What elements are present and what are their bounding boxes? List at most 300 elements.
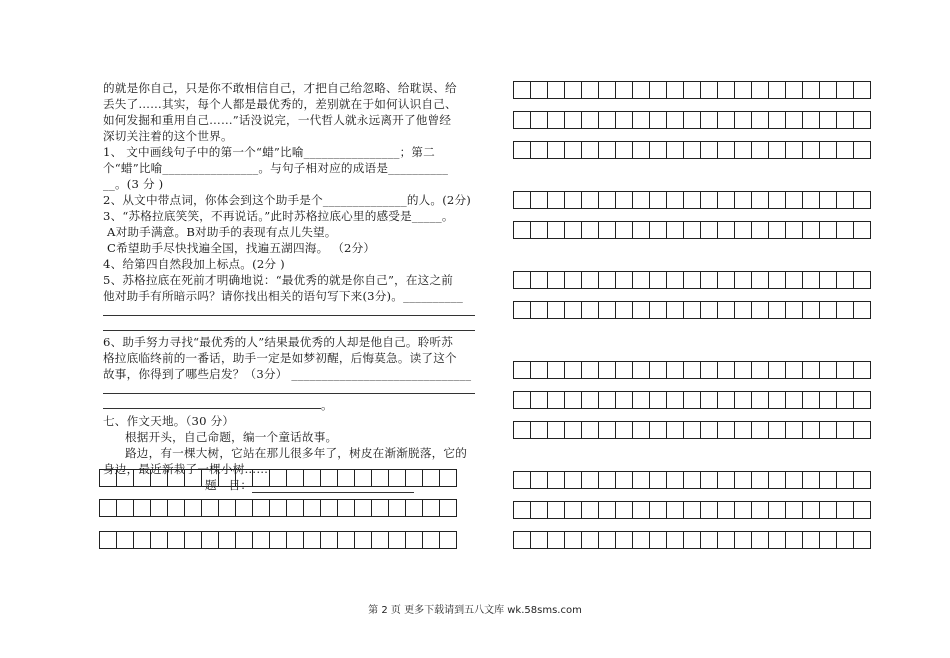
writing-cell[interactable] <box>599 392 616 409</box>
writing-cell[interactable] <box>803 472 820 489</box>
writing-cell[interactable] <box>548 362 565 379</box>
writing-cell[interactable] <box>803 422 820 439</box>
writing-cell[interactable] <box>616 422 633 439</box>
writing-cell[interactable] <box>837 82 854 99</box>
writing-cell[interactable] <box>684 422 701 439</box>
writing-cell[interactable] <box>786 472 803 489</box>
writing-cell[interactable] <box>803 222 820 239</box>
writing-cell[interactable] <box>837 532 854 549</box>
writing-cell[interactable] <box>599 112 616 129</box>
writing-cell[interactable] <box>616 502 633 519</box>
writing-cell[interactable] <box>616 82 633 99</box>
writing-cell[interactable] <box>786 502 803 519</box>
writing-cell[interactable] <box>117 500 134 517</box>
writing-cell[interactable] <box>599 192 616 209</box>
writing-cell[interactable] <box>616 392 633 409</box>
writing-cell[interactable] <box>735 302 752 319</box>
writing-cell[interactable] <box>338 500 355 517</box>
writing-cell[interactable] <box>786 192 803 209</box>
writing-cell[interactable] <box>599 532 616 549</box>
writing-cell[interactable] <box>582 222 599 239</box>
writing-cell[interactable] <box>820 222 837 239</box>
writing-cell[interactable] <box>786 112 803 129</box>
writing-cell[interactable] <box>752 392 769 409</box>
writing-cell[interactable] <box>321 500 338 517</box>
writing-cell[interactable] <box>185 470 202 487</box>
writing-cell[interactable] <box>633 502 650 519</box>
writing-cell[interactable] <box>633 422 650 439</box>
writing-cell[interactable] <box>854 142 871 159</box>
answer-line[interactable] <box>103 304 475 316</box>
writing-cell[interactable] <box>168 470 185 487</box>
writing-cell[interactable] <box>440 470 457 487</box>
writing-cell[interactable] <box>514 392 531 409</box>
writing-cell[interactable] <box>735 112 752 129</box>
writing-cell[interactable] <box>735 392 752 409</box>
writing-cell[interactable] <box>514 112 531 129</box>
writing-cell[interactable] <box>769 422 786 439</box>
writing-cell[interactable] <box>548 112 565 129</box>
writing-cell[interactable] <box>820 112 837 129</box>
writing-cell[interactable] <box>548 422 565 439</box>
writing-cell[interactable] <box>514 362 531 379</box>
writing-cell[interactable] <box>786 392 803 409</box>
writing-cell[interactable] <box>616 142 633 159</box>
writing-cell[interactable] <box>565 502 582 519</box>
writing-cell[interactable] <box>718 362 735 379</box>
writing-cell[interactable] <box>287 470 304 487</box>
writing-cell[interactable] <box>803 142 820 159</box>
writing-cell[interactable] <box>803 272 820 289</box>
writing-cell[interactable] <box>202 470 219 487</box>
writing-cell[interactable] <box>769 472 786 489</box>
writing-cell[interactable] <box>548 532 565 549</box>
writing-cell[interactable] <box>134 500 151 517</box>
writing-cell[interactable] <box>514 422 531 439</box>
writing-cell[interactable] <box>633 532 650 549</box>
writing-cell[interactable] <box>151 532 168 549</box>
writing-cell[interactable] <box>514 502 531 519</box>
writing-cell[interactable] <box>582 362 599 379</box>
writing-cell[interactable] <box>219 532 236 549</box>
writing-cell[interactable] <box>582 502 599 519</box>
writing-cell[interactable] <box>667 192 684 209</box>
writing-cell[interactable] <box>514 82 531 99</box>
writing-cell[interactable] <box>854 222 871 239</box>
writing-cell[interactable] <box>531 192 548 209</box>
writing-cell[interactable] <box>582 112 599 129</box>
writing-cell[interactable] <box>837 272 854 289</box>
writing-cell[interactable] <box>735 362 752 379</box>
writing-cell[interactable] <box>667 422 684 439</box>
writing-cell[interactable] <box>701 472 718 489</box>
writing-cell[interactable] <box>650 82 667 99</box>
writing-cell[interactable] <box>718 142 735 159</box>
writing-cell[interactable] <box>599 302 616 319</box>
writing-cell[interactable] <box>650 502 667 519</box>
writing-cell[interactable] <box>854 502 871 519</box>
writing-cell[interactable] <box>338 532 355 549</box>
writing-cell[interactable] <box>735 192 752 209</box>
writing-cell[interactable] <box>338 470 355 487</box>
writing-cell[interactable] <box>769 502 786 519</box>
writing-cell[interactable] <box>752 192 769 209</box>
answer-line[interactable] <box>103 397 321 409</box>
writing-cell[interactable] <box>650 362 667 379</box>
writing-cell[interactable] <box>667 362 684 379</box>
writing-cell[interactable] <box>701 362 718 379</box>
writing-cell[interactable] <box>616 532 633 549</box>
writing-cell[interactable] <box>633 362 650 379</box>
writing-cell[interactable] <box>837 362 854 379</box>
writing-cell[interactable] <box>650 112 667 129</box>
writing-cell[interactable] <box>735 82 752 99</box>
writing-cell[interactable] <box>565 272 582 289</box>
writing-cell[interactable] <box>582 532 599 549</box>
writing-cell[interactable] <box>599 362 616 379</box>
writing-cell[interactable] <box>514 222 531 239</box>
writing-cell[interactable] <box>650 302 667 319</box>
writing-cell[interactable] <box>582 472 599 489</box>
writing-cell[interactable] <box>304 470 321 487</box>
writing-cell[interactable] <box>372 470 389 487</box>
writing-cell[interactable] <box>769 302 786 319</box>
writing-cell[interactable] <box>684 222 701 239</box>
writing-cell[interactable] <box>820 422 837 439</box>
writing-cell[interactable] <box>701 82 718 99</box>
writing-cell[interactable] <box>134 470 151 487</box>
writing-cell[interactable] <box>701 272 718 289</box>
writing-cell[interactable] <box>599 472 616 489</box>
writing-cell[interactable] <box>854 392 871 409</box>
writing-cell[interactable] <box>423 470 440 487</box>
writing-cell[interactable] <box>854 272 871 289</box>
writing-cell[interactable] <box>786 272 803 289</box>
writing-cell[interactable] <box>616 472 633 489</box>
writing-cell[interactable] <box>582 192 599 209</box>
writing-cell[interactable] <box>820 362 837 379</box>
writing-cell[interactable] <box>548 502 565 519</box>
writing-cell[interactable] <box>718 112 735 129</box>
writing-cell[interactable] <box>531 502 548 519</box>
writing-cell[interactable] <box>769 192 786 209</box>
writing-cell[interactable] <box>684 192 701 209</box>
writing-cell[interactable] <box>355 470 372 487</box>
writing-cell[interactable] <box>854 82 871 99</box>
writing-cell[interactable] <box>650 392 667 409</box>
writing-cell[interactable] <box>219 470 236 487</box>
writing-cell[interactable] <box>667 272 684 289</box>
writing-cell[interactable] <box>769 82 786 99</box>
writing-cell[interactable] <box>650 192 667 209</box>
writing-cell[interactable] <box>684 112 701 129</box>
writing-cell[interactable] <box>769 532 786 549</box>
writing-cell[interactable] <box>151 470 168 487</box>
writing-cell[interactable] <box>735 222 752 239</box>
writing-cell[interactable] <box>837 502 854 519</box>
writing-cell[interactable] <box>667 302 684 319</box>
writing-cell[interactable] <box>565 192 582 209</box>
writing-cell[interactable] <box>219 500 236 517</box>
writing-cell[interactable] <box>531 532 548 549</box>
writing-cell[interactable] <box>752 422 769 439</box>
writing-cell[interactable] <box>650 532 667 549</box>
writing-cell[interactable] <box>769 272 786 289</box>
writing-cell[interactable] <box>854 112 871 129</box>
writing-cell[interactable] <box>752 272 769 289</box>
writing-cell[interactable] <box>803 502 820 519</box>
writing-cell[interactable] <box>667 472 684 489</box>
writing-cell[interactable] <box>531 302 548 319</box>
writing-cell[interactable] <box>253 470 270 487</box>
writing-cell[interactable] <box>735 472 752 489</box>
writing-cell[interactable] <box>565 472 582 489</box>
writing-cell[interactable] <box>531 222 548 239</box>
writing-cell[interactable] <box>684 502 701 519</box>
writing-cell[interactable] <box>752 302 769 319</box>
writing-cell[interactable] <box>633 112 650 129</box>
writing-cell[interactable] <box>837 422 854 439</box>
writing-cell[interactable] <box>633 192 650 209</box>
writing-cell[interactable] <box>667 502 684 519</box>
writing-cell[interactable] <box>270 470 287 487</box>
writing-cell[interactable] <box>752 222 769 239</box>
writing-cell[interactable] <box>803 192 820 209</box>
writing-cell[interactable] <box>701 302 718 319</box>
writing-cell[interactable] <box>837 192 854 209</box>
writing-cell[interactable] <box>372 500 389 517</box>
writing-cell[interactable] <box>667 392 684 409</box>
writing-cell[interactable] <box>820 192 837 209</box>
writing-cell[interactable] <box>565 222 582 239</box>
writing-cell[interactable] <box>236 532 253 549</box>
writing-cell[interactable] <box>701 112 718 129</box>
writing-cell[interactable] <box>837 222 854 239</box>
writing-cell[interactable] <box>117 532 134 549</box>
writing-cell[interactable] <box>565 302 582 319</box>
writing-cell[interactable] <box>355 532 372 549</box>
writing-cell[interactable] <box>820 142 837 159</box>
writing-cell[interactable] <box>582 82 599 99</box>
writing-cell[interactable] <box>582 302 599 319</box>
writing-cell[interactable] <box>718 272 735 289</box>
writing-cell[interactable] <box>667 532 684 549</box>
writing-cell[interactable] <box>599 422 616 439</box>
writing-cell[interactable] <box>633 222 650 239</box>
writing-cell[interactable] <box>531 392 548 409</box>
writing-cell[interactable] <box>514 302 531 319</box>
writing-cell[interactable] <box>633 392 650 409</box>
writing-cell[interactable] <box>854 422 871 439</box>
writing-cell[interactable] <box>769 392 786 409</box>
answer-line[interactable] <box>103 319 475 331</box>
writing-cell[interactable] <box>718 192 735 209</box>
writing-cell[interactable] <box>718 222 735 239</box>
writing-cell[interactable] <box>616 192 633 209</box>
writing-cell[interactable] <box>854 472 871 489</box>
writing-cell[interactable] <box>684 532 701 549</box>
writing-cell[interactable] <box>531 142 548 159</box>
writing-cell[interactable] <box>650 422 667 439</box>
writing-cell[interactable] <box>752 472 769 489</box>
writing-cell[interactable] <box>185 532 202 549</box>
writing-cell[interactable] <box>616 362 633 379</box>
writing-cell[interactable] <box>701 502 718 519</box>
writing-cell[interactable] <box>304 500 321 517</box>
writing-cell[interactable] <box>321 470 338 487</box>
writing-cell[interactable] <box>372 532 389 549</box>
writing-cell[interactable] <box>548 392 565 409</box>
writing-cell[interactable] <box>565 142 582 159</box>
writing-cell[interactable] <box>270 532 287 549</box>
writing-cell[interactable] <box>599 272 616 289</box>
writing-cell[interactable] <box>684 142 701 159</box>
writing-cell[interactable] <box>769 222 786 239</box>
writing-cell[interactable] <box>100 470 117 487</box>
writing-cell[interactable] <box>854 532 871 549</box>
writing-cell[interactable] <box>718 422 735 439</box>
writing-cell[interactable] <box>820 82 837 99</box>
writing-cell[interactable] <box>202 532 219 549</box>
writing-cell[interactable] <box>406 532 423 549</box>
writing-cell[interactable] <box>565 112 582 129</box>
writing-cell[interactable] <box>803 112 820 129</box>
writing-cell[interactable] <box>599 502 616 519</box>
writing-cell[interactable] <box>735 502 752 519</box>
writing-cell[interactable] <box>253 500 270 517</box>
writing-cell[interactable] <box>548 82 565 99</box>
writing-cell[interactable] <box>752 82 769 99</box>
writing-cell[interactable] <box>389 470 406 487</box>
writing-cell[interactable] <box>786 142 803 159</box>
writing-cell[interactable] <box>820 532 837 549</box>
writing-cell[interactable] <box>752 362 769 379</box>
writing-cell[interactable] <box>718 392 735 409</box>
writing-cell[interactable] <box>701 532 718 549</box>
writing-cell[interactable] <box>820 302 837 319</box>
writing-cell[interactable] <box>616 302 633 319</box>
writing-cell[interactable] <box>582 392 599 409</box>
writing-cell[interactable] <box>650 472 667 489</box>
writing-cell[interactable] <box>786 302 803 319</box>
writing-cell[interactable] <box>100 500 117 517</box>
writing-cell[interactable] <box>820 502 837 519</box>
writing-cell[interactable] <box>837 472 854 489</box>
writing-cell[interactable] <box>531 422 548 439</box>
writing-cell[interactable] <box>514 272 531 289</box>
writing-cell[interactable] <box>633 302 650 319</box>
writing-cell[interactable] <box>803 302 820 319</box>
writing-cell[interactable] <box>854 302 871 319</box>
writing-cell[interactable] <box>837 302 854 319</box>
writing-cell[interactable] <box>752 112 769 129</box>
writing-cell[interactable] <box>168 500 185 517</box>
writing-cell[interactable] <box>548 222 565 239</box>
writing-cell[interactable] <box>718 82 735 99</box>
writing-cell[interactable] <box>565 82 582 99</box>
writing-cell[interactable] <box>287 500 304 517</box>
writing-cell[interactable] <box>667 222 684 239</box>
writing-cell[interactable] <box>769 362 786 379</box>
writing-cell[interactable] <box>769 112 786 129</box>
writing-cell[interactable] <box>650 222 667 239</box>
writing-cell[interactable] <box>820 272 837 289</box>
writing-cell[interactable] <box>701 222 718 239</box>
writing-cell[interactable] <box>820 392 837 409</box>
writing-cell[interactable] <box>565 532 582 549</box>
writing-cell[interactable] <box>134 532 151 549</box>
writing-cell[interactable] <box>735 272 752 289</box>
writing-cell[interactable] <box>582 422 599 439</box>
writing-cell[interactable] <box>803 82 820 99</box>
writing-cell[interactable] <box>701 192 718 209</box>
writing-cell[interactable] <box>684 472 701 489</box>
writing-cell[interactable] <box>837 112 854 129</box>
writing-cell[interactable] <box>599 142 616 159</box>
writing-cell[interactable] <box>854 362 871 379</box>
writing-cell[interactable] <box>752 502 769 519</box>
writing-cell[interactable] <box>440 532 457 549</box>
writing-cell[interactable] <box>735 532 752 549</box>
writing-cell[interactable] <box>803 532 820 549</box>
writing-cell[interactable] <box>548 272 565 289</box>
writing-cell[interactable] <box>548 472 565 489</box>
writing-cell[interactable] <box>820 472 837 489</box>
writing-cell[interactable] <box>304 532 321 549</box>
writing-cell[interactable] <box>531 272 548 289</box>
writing-cell[interactable] <box>633 142 650 159</box>
writing-cell[interactable] <box>514 142 531 159</box>
writing-cell[interactable] <box>616 112 633 129</box>
writing-cell[interactable] <box>389 532 406 549</box>
writing-cell[interactable] <box>854 192 871 209</box>
writing-cell[interactable] <box>684 392 701 409</box>
writing-cell[interactable] <box>440 500 457 517</box>
writing-cell[interactable] <box>684 362 701 379</box>
writing-cell[interactable] <box>735 422 752 439</box>
writing-cell[interactable] <box>565 422 582 439</box>
writing-cell[interactable] <box>168 532 185 549</box>
writing-cell[interactable] <box>236 500 253 517</box>
writing-cell[interactable] <box>786 222 803 239</box>
writing-cell[interactable] <box>786 82 803 99</box>
answer-line[interactable] <box>103 382 475 394</box>
writing-cell[interactable] <box>406 470 423 487</box>
writing-cell[interactable] <box>684 272 701 289</box>
writing-cell[interactable] <box>701 422 718 439</box>
writing-cell[interactable] <box>548 192 565 209</box>
writing-cell[interactable] <box>786 422 803 439</box>
writing-cell[interactable] <box>100 532 117 549</box>
writing-cell[interactable] <box>650 272 667 289</box>
writing-cell[interactable] <box>514 532 531 549</box>
writing-cell[interactable] <box>117 470 134 487</box>
writing-cell[interactable] <box>531 362 548 379</box>
writing-cell[interactable] <box>287 532 304 549</box>
writing-cell[interactable] <box>650 142 667 159</box>
writing-cell[interactable] <box>531 82 548 99</box>
writing-cell[interactable] <box>718 472 735 489</box>
writing-cell[interactable] <box>321 532 338 549</box>
writing-cell[interactable] <box>355 500 372 517</box>
writing-cell[interactable] <box>786 532 803 549</box>
writing-cell[interactable] <box>837 142 854 159</box>
writing-cell[interactable] <box>633 272 650 289</box>
writing-cell[interactable] <box>633 82 650 99</box>
writing-cell[interactable] <box>752 532 769 549</box>
writing-cell[interactable] <box>667 142 684 159</box>
writing-cell[interactable] <box>803 392 820 409</box>
